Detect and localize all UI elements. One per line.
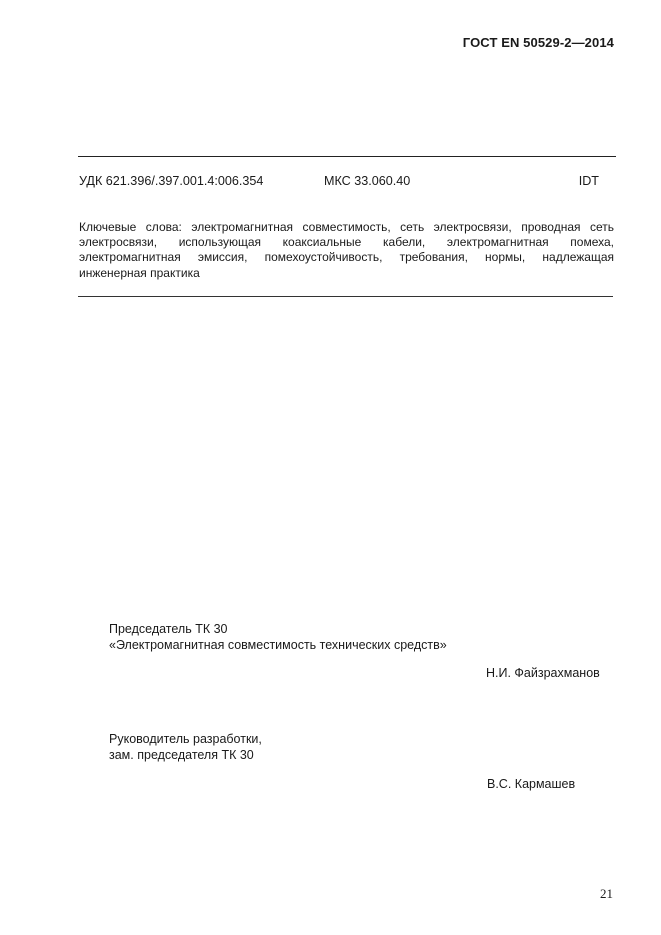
signature-block-head <box>109 732 262 763</box>
signature-block-chairman <box>109 622 447 653</box>
bottom-divider <box>78 296 613 297</box>
keywords-paragraph: Ключевые слова: электромагнитная совместимость, сеть электросвязи, проводная сеть электросвязи, использующая коаксиальные кабели, электромагнитная помеха, электромагнитная эмиссия, помехоустойчивость, требования, нормы, надлежащая инженерная практика <box>79 220 614 280</box>
signatory-name-chairman: Н.И. Файзрахманов <box>486 666 600 680</box>
signature-title-line2: «Электромагнитная совместимость технических средств» <box>109 637 447 652</box>
signatory-name-head: В.С. Кармашев <box>487 777 576 791</box>
signature-title-line1: Председатель ТК 30 <box>109 622 228 636</box>
signature-title-line2: зам. председателя ТК 30 <box>109 747 254 762</box>
mks-code: МКС 33.060.40 <box>324 174 411 188</box>
signature-title-line1: Руководитель разработки, <box>109 732 262 746</box>
udk-code: УДК 621.396/.397.001.4:006.354 <box>79 174 264 188</box>
page-number: 21 <box>600 886 613 901</box>
standard-number: ГОСТ EN 50529-2—2014 <box>462 35 614 50</box>
idt-label: IDT <box>578 174 599 188</box>
classification-line <box>79 174 599 190</box>
top-divider <box>78 156 616 157</box>
